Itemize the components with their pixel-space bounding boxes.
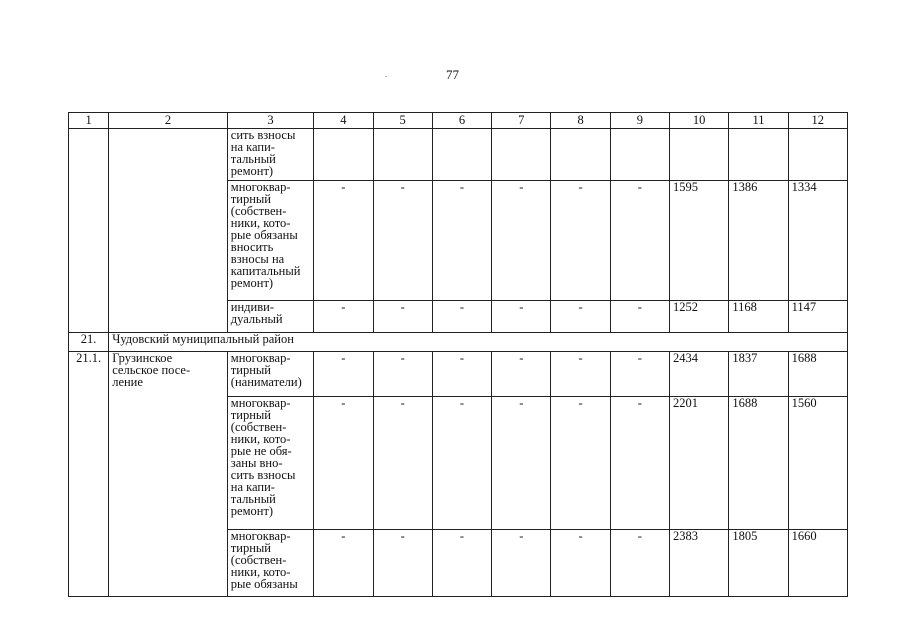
housing-type-line: ремонт) [230, 504, 274, 518]
value-cell-col-10: 2201 [670, 397, 729, 530]
dash-cell: - [314, 352, 373, 397]
housing-type-line: ники, кото- [230, 432, 291, 446]
header-cell-12: 12 [788, 113, 847, 129]
value-cell-col-11: 1837 [729, 352, 788, 397]
dash-cell: - [314, 530, 373, 597]
region-row [69, 333, 848, 352]
value-cell [729, 129, 788, 181]
housing-type-line: рые обязаны [230, 577, 298, 591]
value-cell-col-11: 1386 [729, 181, 788, 301]
dash-cell: - [492, 352, 551, 397]
housing-type-line: тирный [230, 192, 271, 206]
settlement-name-cell [109, 352, 228, 597]
row-number-cell [69, 129, 109, 333]
housing-type-line: рые обязаны [230, 228, 298, 242]
housing-type-line: (собствен- [230, 553, 287, 567]
dash-cell: - [610, 397, 669, 530]
housing-type-line: рые не обя- [230, 444, 292, 458]
housing-type-cell [227, 352, 313, 397]
dash-cell: - [373, 181, 432, 301]
housing-type-line: дуальный [230, 312, 283, 326]
dash-cell: - [492, 181, 551, 301]
housing-type-line: вносить [230, 240, 274, 254]
housing-type-cell [227, 301, 313, 333]
value-cell [670, 129, 729, 181]
dash-cell: - [610, 530, 669, 597]
header-cell-10: 10 [670, 113, 729, 129]
dash-cell: - [492, 530, 551, 597]
housing-type-line: многоквар- [230, 529, 291, 543]
housing-type-cell [227, 129, 313, 181]
housing-type-line: тальный [230, 152, 276, 166]
value-cell-col-10: 1595 [670, 181, 729, 301]
dash-cell: - [610, 352, 669, 397]
housing-type-line: на капи- [230, 140, 275, 154]
dash-cell: - [432, 352, 491, 397]
page-number: 77 [446, 67, 459, 82]
dash-cell: - [314, 301, 373, 333]
header-cell-9: 9 [610, 113, 669, 129]
value-cell [788, 129, 847, 181]
header-cell-1: 1 [69, 113, 109, 129]
housing-type-cell [227, 181, 313, 301]
housing-type-line: тирный [230, 363, 271, 377]
value-cell [373, 129, 432, 181]
value-cell-col-10: 2434 [670, 352, 729, 397]
dash-cell: - [432, 181, 491, 301]
value-cell-col-12: 1560 [788, 397, 847, 530]
dash-cell: - [432, 397, 491, 530]
housing-type-line: (наниматели) [230, 375, 302, 389]
table-row [69, 129, 848, 181]
dash-cell: - [551, 181, 610, 301]
region-name: Чудовский муниципальный район [109, 333, 848, 352]
value-cell-col-12: 1147 [788, 301, 847, 333]
dash-cell: - [610, 181, 669, 301]
value-cell-col-11: 1805 [729, 530, 788, 597]
header-cell-5: 5 [373, 113, 432, 129]
housing-type-line: сить взносы [230, 128, 296, 142]
value-cell-col-12: 1334 [788, 181, 847, 301]
value-cell-col-12: 1660 [788, 530, 847, 597]
dash-cell: - [551, 397, 610, 530]
dash-cell: - [314, 181, 373, 301]
header-cell-8: 8 [551, 113, 610, 129]
housing-type-line: тирный [230, 408, 271, 422]
housing-type-line: на капи- [230, 480, 275, 494]
value-cell [432, 129, 491, 181]
housing-type-line: заны вно- [230, 456, 283, 470]
dash-cell: - [551, 301, 610, 333]
value-cell-col-11: 1688 [729, 397, 788, 530]
housing-type-line: тирный [230, 541, 271, 555]
housing-type-line: взносы на [230, 252, 285, 266]
value-cell [314, 129, 373, 181]
dash-cell: - [314, 397, 373, 530]
housing-type-line: тальный [230, 492, 276, 506]
housing-type-line: (собствен- [230, 420, 287, 434]
housing-type-line: ремонт) [230, 276, 274, 290]
value-cell-col-11: 1168 [729, 301, 788, 333]
housing-type-line: ремонт) [230, 164, 274, 178]
dash-cell: - [373, 301, 432, 333]
housing-type-cell [227, 530, 313, 597]
value-cell-col-10: 1252 [670, 301, 729, 333]
value-cell-col-12: 1688 [788, 352, 847, 397]
settlement-name-line: ление [112, 375, 143, 389]
dash-cell: - [551, 530, 610, 597]
settlement-name-line: Грузинское [112, 351, 173, 365]
settlement-name-line: сельское посе- [112, 363, 191, 377]
dash-cell: - [610, 301, 669, 333]
housing-type-line: многоквар- [230, 180, 291, 194]
header-cell-3: 3 [227, 113, 313, 129]
housing-type-cell [227, 397, 313, 530]
header-row [69, 113, 848, 129]
tariff-table [68, 112, 848, 597]
housing-type-line: (собствен- [230, 204, 287, 218]
header-cell-11: 11 [729, 113, 788, 129]
dash-cell: - [373, 352, 432, 397]
dash-cell: - [432, 530, 491, 597]
housing-type-line: многоквар- [230, 351, 291, 365]
header-cell-6: 6 [432, 113, 491, 129]
housing-type-line: сить взносы [230, 468, 296, 482]
header-cell-7: 7 [492, 113, 551, 129]
dash-cell: - [373, 397, 432, 530]
header-cell-4: 4 [314, 113, 373, 129]
housing-type-line: многоквар- [230, 396, 291, 410]
header-cell-2: 2 [109, 113, 228, 129]
dash-cell: - [492, 397, 551, 530]
value-cell [610, 129, 669, 181]
value-cell-col-10: 2383 [670, 530, 729, 597]
value-cell [492, 129, 551, 181]
table-row [69, 352, 848, 397]
dash-cell: - [373, 530, 432, 597]
housing-type-line: индиви- [230, 300, 274, 314]
value-cell [551, 129, 610, 181]
housing-type-line: капитальный [230, 264, 301, 278]
housing-type-line: ники, кото- [230, 565, 291, 579]
dash-cell: - [432, 301, 491, 333]
settlement-number: 21.1. [69, 352, 109, 597]
dash-cell: - [551, 352, 610, 397]
housing-type-line: ники, кото- [230, 216, 291, 230]
settlement-name-cell [109, 129, 228, 333]
scan-speck [385, 76, 387, 77]
region-number: 21. [69, 333, 109, 352]
dash-cell: - [492, 301, 551, 333]
